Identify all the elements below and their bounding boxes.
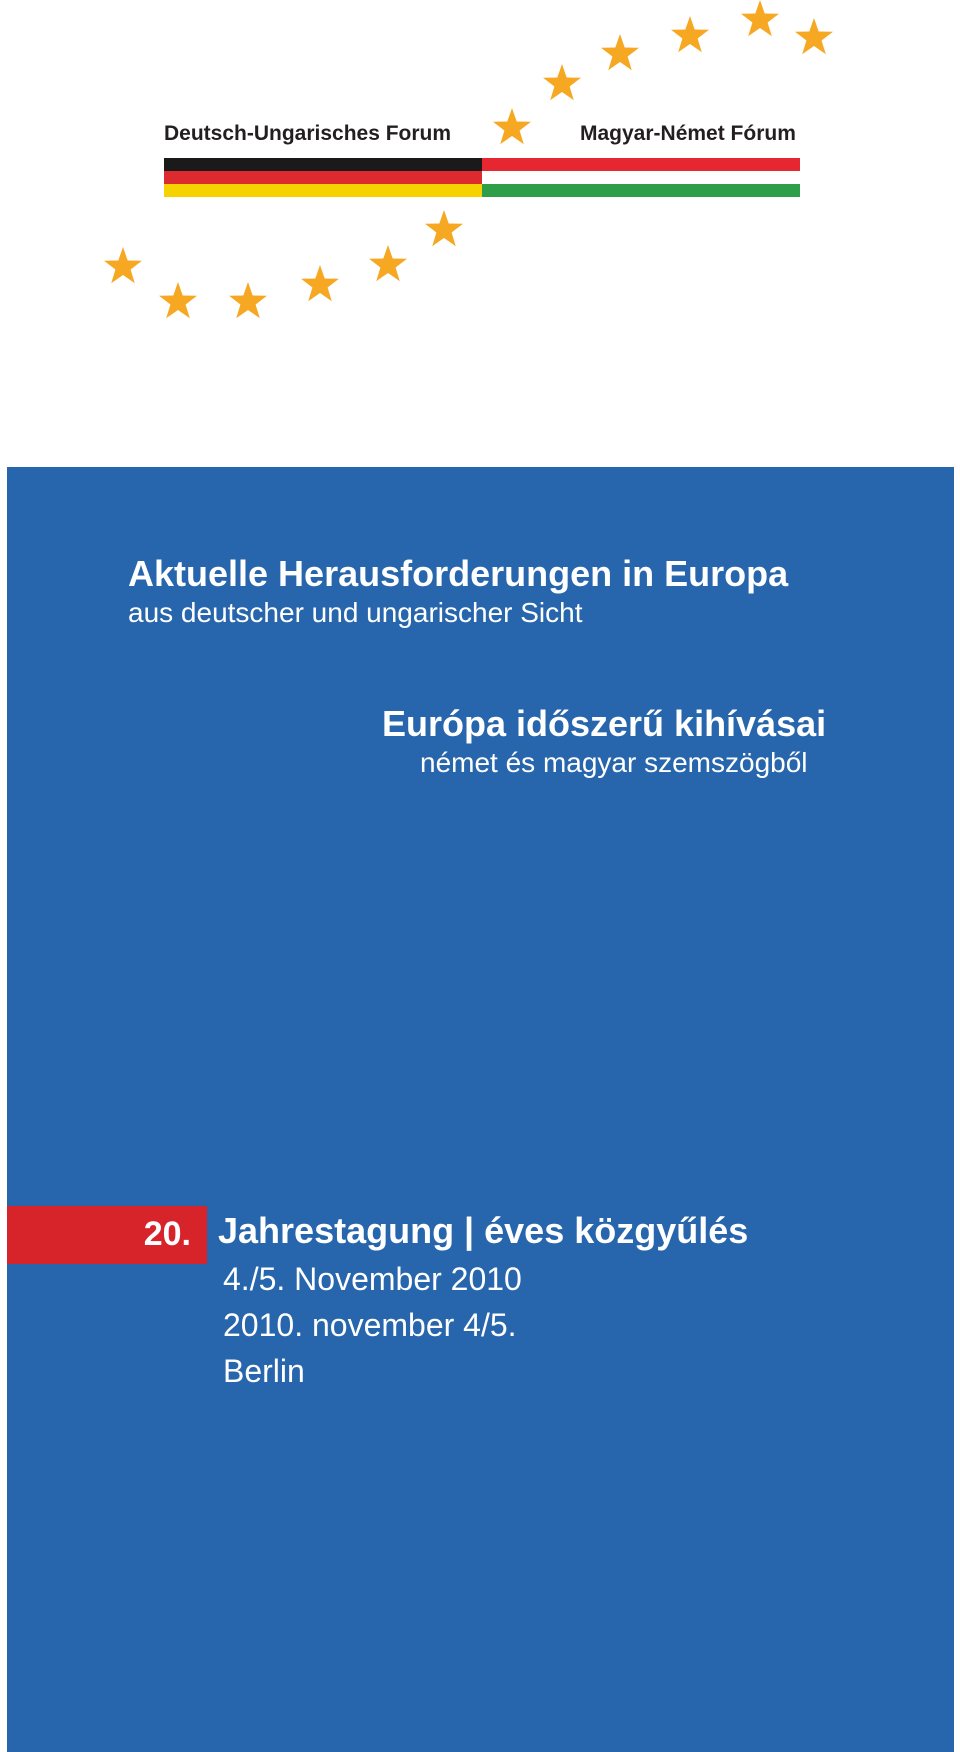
star-icon — [795, 18, 833, 54]
event-name: Jahrestagung | éves közgyűlés — [218, 1210, 749, 1251]
event-date-de: 4./5. November 2010 — [223, 1261, 522, 1297]
title-hu: Európa időszerű kihívásai — [382, 703, 827, 744]
star-icon — [543, 64, 581, 100]
org-name-de: Deutsch-Ungarisches Forum — [164, 122, 452, 145]
star-icon — [671, 16, 709, 52]
star-icon — [493, 108, 531, 144]
subtitle-de: aus deutscher und ungarischer Sicht — [128, 597, 583, 628]
edition-number: 20. — [143, 1215, 191, 1253]
event-location: Berlin — [223, 1353, 305, 1389]
org-name-hu: Magyar-Német Fórum — [580, 122, 796, 145]
star-icon — [425, 210, 463, 246]
subtitle-hu: német és magyar szemszögből — [420, 747, 808, 778]
star-icon — [369, 245, 407, 281]
stars-arc-icon — [0, 0, 960, 340]
edition-badge — [7, 1206, 207, 1264]
star-icon — [301, 265, 339, 301]
star-icon — [229, 282, 267, 318]
title-de: Aktuelle Herausforderungen in Europa — [128, 553, 789, 594]
star-icon — [159, 282, 197, 318]
cover-panel — [7, 467, 954, 1752]
star-icon — [601, 34, 639, 70]
event-date-hu: 2010. november 4/5. — [223, 1307, 517, 1343]
star-icon — [741, 0, 779, 36]
star-icon — [104, 247, 142, 283]
